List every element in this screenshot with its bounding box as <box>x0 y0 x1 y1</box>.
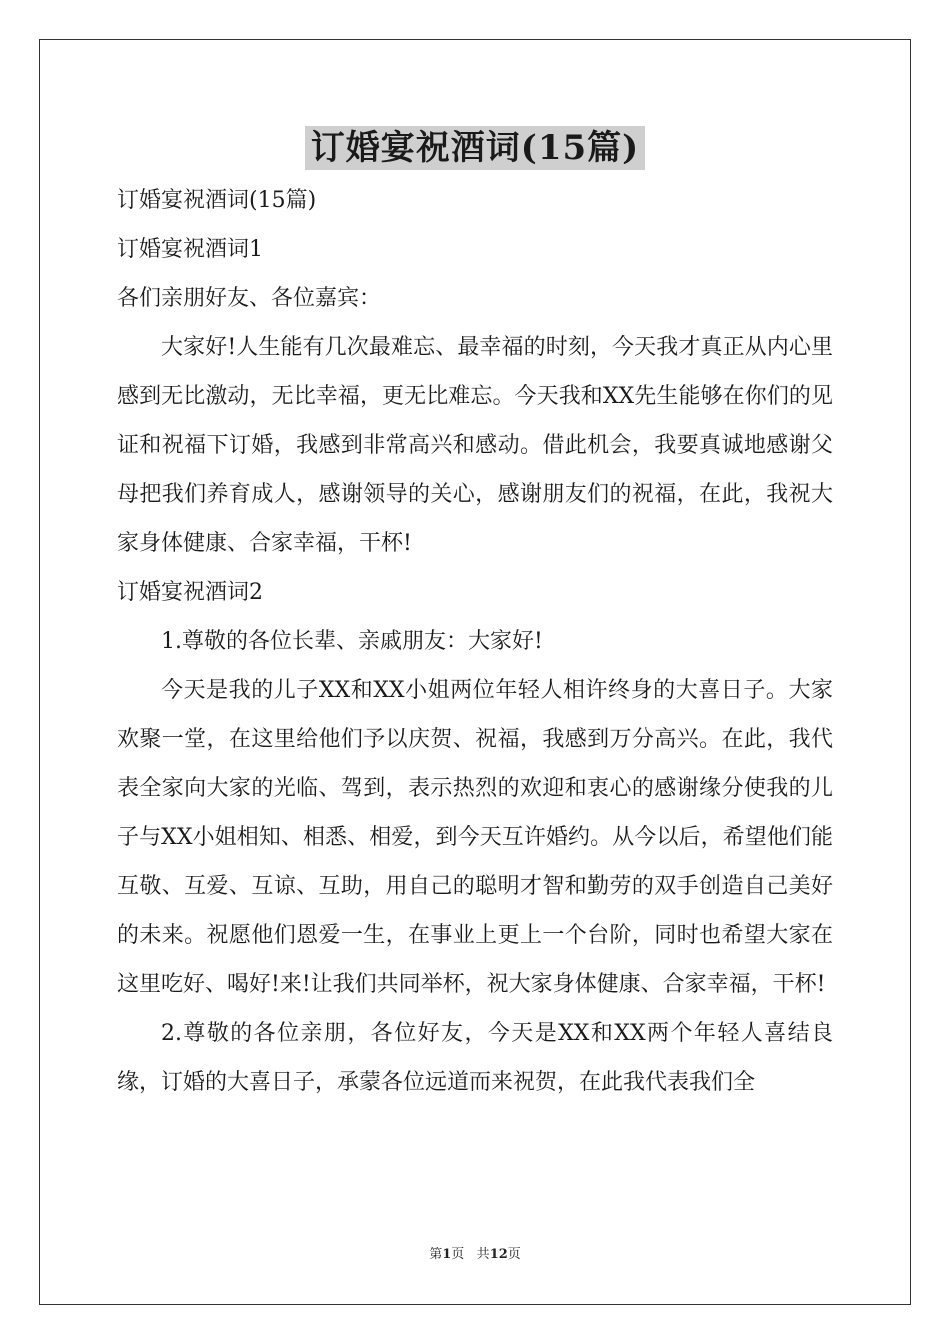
page-number: 1 <box>442 1247 452 1262</box>
paragraph-2: 今天是我的儿子XX和XX小姐两位年轻人相许终身的大喜日子。大家欢聚一堂，在这里给他们予以庆贺、祝福，我感到万分高兴。在此，我代表全家向大家的光临、驾到，表示热烈的欢迎和衷心的感谢缘分使我的儿子与XX小姐相知、相悉、相爱，到今天互许婚约。从今以后，希望他们能互敬、互爱、互谅、互助，用自己的聪明才智和勤劳的双手创造自己美好的未来。祝愿他们恩爱一生，在事业上更上一个台阶，同时也希望大家在这里吃好、喝好!来!让我们共同举杯，祝大家身体健康、合家幸福，干杯! <box>117 678 833 997</box>
document-body <box>117 176 833 1107</box>
total-prefix: 共 <box>476 1247 490 1262</box>
list-item-1: 1.尊敬的各位长辈、亲戚朋友：大家好! <box>161 629 543 654</box>
greeting-line: 各们亲朋好友、各位嘉宾： <box>117 286 382 311</box>
page-prefix: 第 <box>429 1247 443 1262</box>
document-title: 订婚宴祝酒词(15篇) <box>305 126 646 170</box>
total-pages: 12 <box>489 1247 508 1262</box>
paragraph-1: 大家好!人生能有几次最难忘、最幸福的时刻，今天我才真正从内心里感到无比激动，无比幸福，更无比难忘。今天我和XX先生能够在你们的见证和祝福下订婚，我感到非常高兴和感动。借此机会，我要真诚地感谢父母把我们养育成人，感谢领导的关心，感谢朋友们的祝福，在此，我祝大家身体健康、合家幸福，干杯! <box>117 335 833 556</box>
subtitle-line: 订婚宴祝酒词(15篇) <box>117 188 317 213</box>
total-suffix: 页 <box>507 1247 521 1262</box>
title-container <box>0 126 950 170</box>
section-heading-1: 订婚宴祝酒词1 <box>117 237 263 262</box>
page-suffix: 页 <box>451 1247 465 1262</box>
paragraph-3: 2.尊敬的各位亲朋，各位好友，今天是XX和XX两个年轻人喜结良缘，订婚的大喜日子，承蒙各位远道而来祝贺，在此我代表我们全 <box>117 1021 833 1095</box>
page-footer <box>0 1246 950 1264</box>
section-heading-2: 订婚宴祝酒词2 <box>117 580 263 605</box>
